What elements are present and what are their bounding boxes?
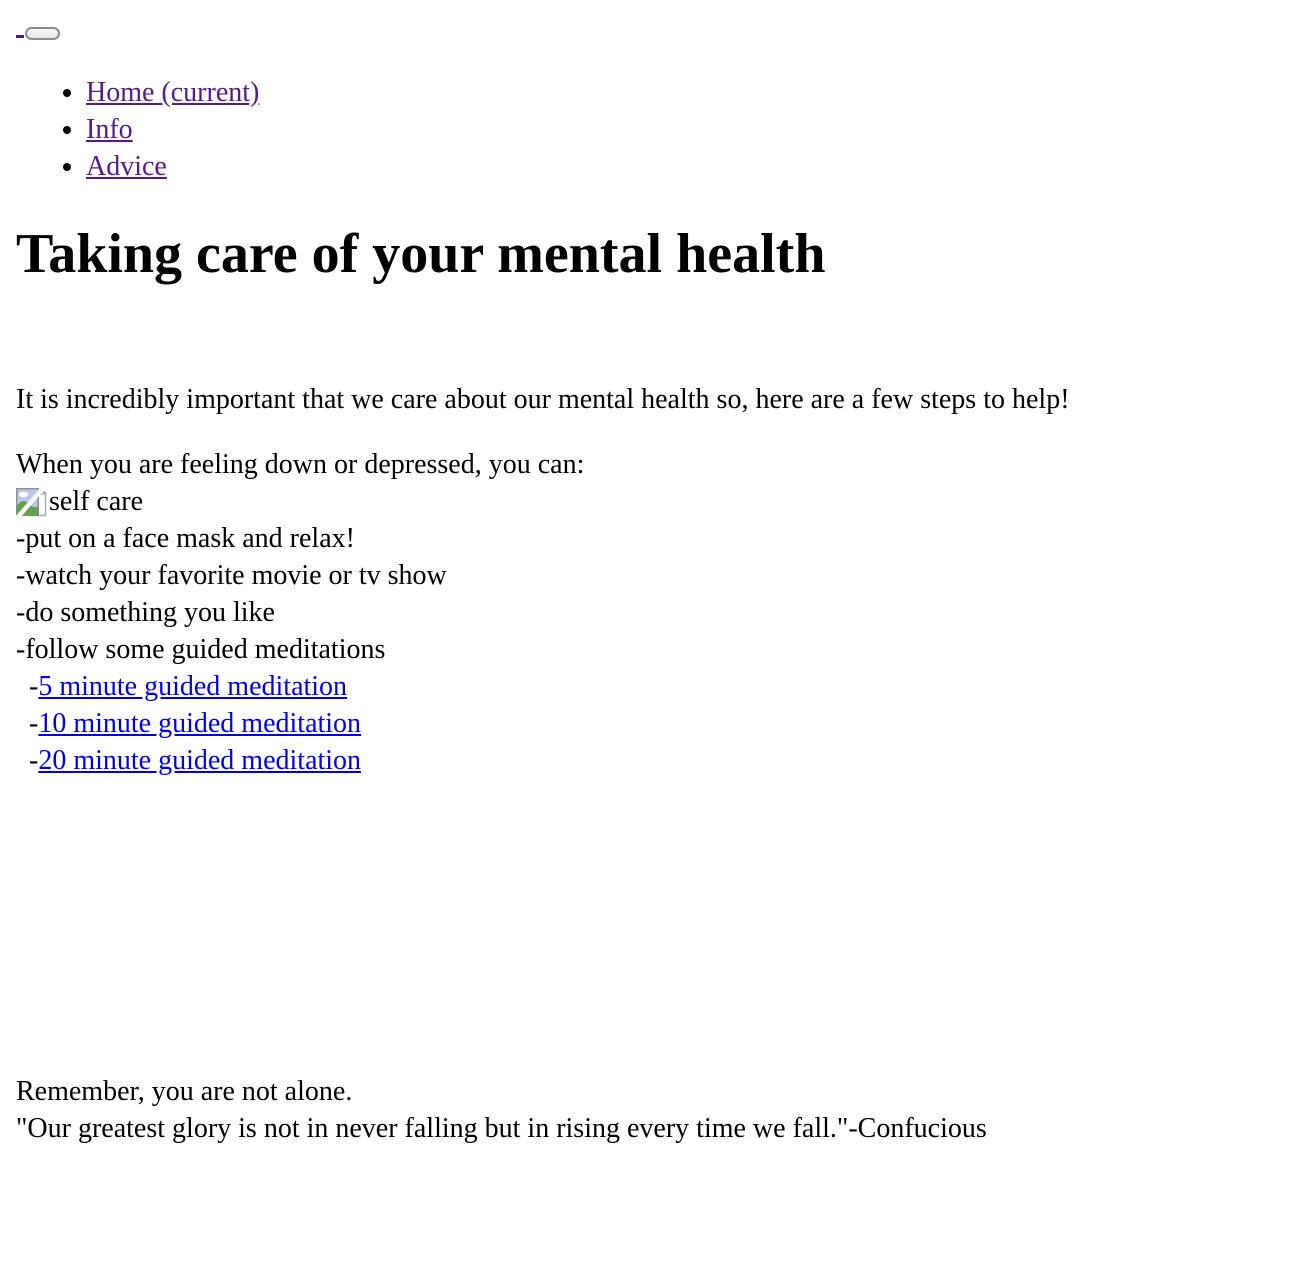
dash-prefix: - bbox=[29, 671, 39, 702]
broken-image-icon bbox=[16, 488, 47, 517]
meditation-link-10min[interactable]: 10 minute guided meditation bbox=[38, 708, 362, 739]
navbar bbox=[16, 14, 1294, 46]
meditation-line-10 bbox=[16, 708, 361, 739]
self-care-image-alt: self care bbox=[49, 486, 144, 517]
dash-prefix: - bbox=[29, 708, 39, 739]
nav-list bbox=[16, 74, 1294, 185]
tip-line: -do something you like bbox=[16, 597, 275, 628]
tip-line: -watch your favorite movie or tv show bbox=[16, 560, 447, 591]
footer-quote: "Our greatest glory is not in never falling but in rising every time we fall."-Confucious bbox=[16, 1113, 987, 1144]
intro-paragraph: It is incredibly important that we care about our mental health so, here are a few steps to help! bbox=[16, 384, 1070, 415]
nav-link-info[interactable]: Info bbox=[86, 114, 133, 145]
nav-item-advice bbox=[86, 148, 1294, 185]
navbar-toggler-button[interactable] bbox=[25, 27, 60, 40]
care-list-heading: When you are feeling down or depressed, you can: bbox=[16, 449, 585, 480]
meditation-line-20 bbox=[16, 745, 361, 776]
tip-line: -put on a face mask and relax! bbox=[16, 523, 355, 554]
dash-prefix: - bbox=[29, 745, 39, 776]
footer-message bbox=[16, 1073, 1294, 1147]
embed-placeholder bbox=[16, 779, 1294, 1045]
nav-item-home bbox=[86, 74, 1294, 111]
footer-line-1: Remember, you are not alone. bbox=[16, 1076, 353, 1107]
navbar-brand-link[interactable] bbox=[16, 23, 24, 38]
nav-link-advice[interactable]: Advice bbox=[86, 151, 167, 182]
meditation-link-20min[interactable]: 20 minute guided meditation bbox=[38, 745, 362, 776]
nav-item-info bbox=[86, 111, 1294, 148]
care-list bbox=[16, 446, 1294, 779]
self-care-image-line bbox=[16, 486, 143, 517]
meditation-link-5min[interactable]: 5 minute guided meditation bbox=[38, 671, 348, 702]
meditation-line-5 bbox=[16, 671, 347, 702]
page-title: Taking care of your mental health bbox=[16, 223, 826, 285]
nav-link-home[interactable]: Home (current) bbox=[86, 77, 260, 108]
tip-line: -follow some guided meditations bbox=[16, 634, 386, 665]
